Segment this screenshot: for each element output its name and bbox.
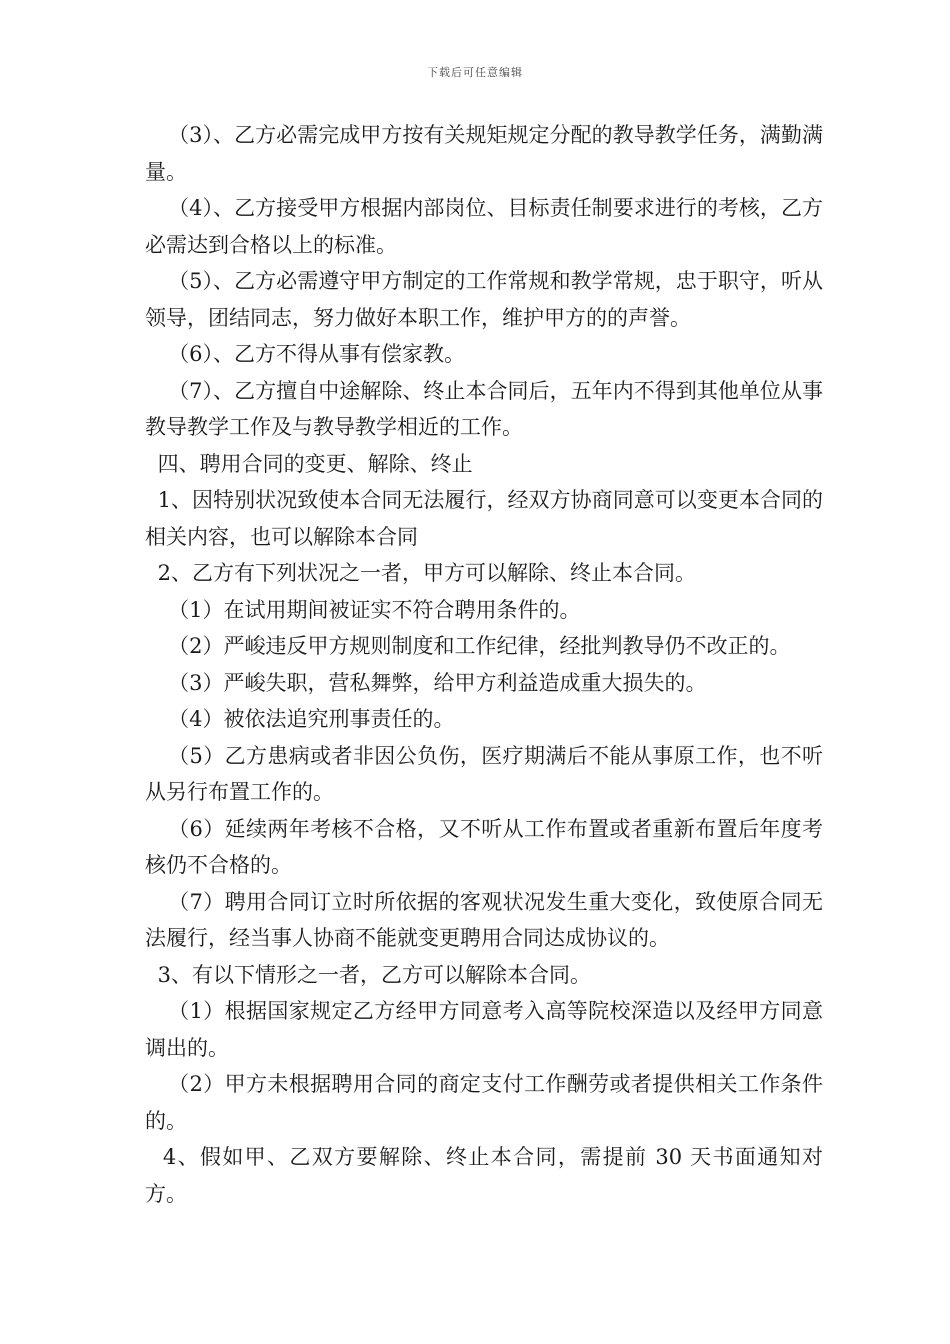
item-1: 1、因特别状况致使本合同无法履行，经双方协商同意可以变更本合同的相关内容，也可以解除本合同 (145, 488, 823, 549)
clause-3: （3）、乙方必需完成甲方按有关规矩规定分配的教导教学任务，满勤满量。 (145, 123, 823, 184)
page-header: 下载后可任意编辑 (427, 66, 523, 79)
item-3-sub-2: （2）甲方未根据聘用合同的商定支付工作酬劳或者提供相关工作条件的。 (145, 1072, 823, 1133)
clause-7: （7）、乙方擅自中途解除、终止本合同后，五年内不得到其他单位从事教导教学工作及与教导教学相近的工作。 (145, 378, 823, 439)
clause-6: （6）、乙方不得从事有偿家教。 (168, 342, 465, 366)
clause-5: （5）、乙方必需遵守甲方制定的工作常规和教学常规，忠于职守，听从领导，团结同志，努力做好本职工作，维护甲方的的声誉。 (145, 269, 823, 330)
item-2-sub-3: （3）严峻失职，营私舞弊，给甲方利益造成重大损失的。 (168, 670, 707, 695)
item-2-sub-2: （2）严峻违反甲方规则制度和工作纪律，经批判教导仍不改正的。 (168, 634, 791, 658)
clause-4: （4）、乙方接受甲方根据内部岗位、目标责任制要求进行的考核，乙方必需达到合格以上的标准。 (145, 196, 823, 257)
item-3-sub-1: （1）根据国家规定乙方经甲方同意考入高等院校深造以及经甲方同意调出的。 (145, 999, 823, 1060)
item-2: 2、乙方有下列状况之一者，甲方可以解除、终止本合同。 (157, 561, 696, 585)
document-body (145, 117, 823, 1212)
item-2-sub-1: （1）在试用期间被证实不符合聘用条件的。 (168, 597, 581, 622)
item-4: 4、假如甲、乙双方要解除、终止本合同，需提前 30 天书面通知对方。 (145, 1145, 823, 1206)
item-2-sub-5: （5）乙方患病或者非因公负伤，医疗期满后不能从事原工作，也不听从另行布置工作的。 (145, 743, 823, 804)
item-2-sub-4: （4）被依法追究刑事责任的。 (168, 707, 455, 731)
item-2-sub-7: （7）聘用合同订立时所依据的客观状况发生重大变化，致使原合同无法履行，经当事人协商不能就变更聘用合同达成协议的。 (145, 889, 823, 950)
item-2-sub-6: （6）延续两年考核不合格，又不听从工作布置或者重新布置后年度考核仍不合格的。 (145, 816, 823, 877)
item-3: 3、有以下情形之一者，乙方可以解除本合同。 (157, 962, 591, 987)
section-heading: 四、聘用合同的变更、解除、终止 (157, 451, 473, 476)
